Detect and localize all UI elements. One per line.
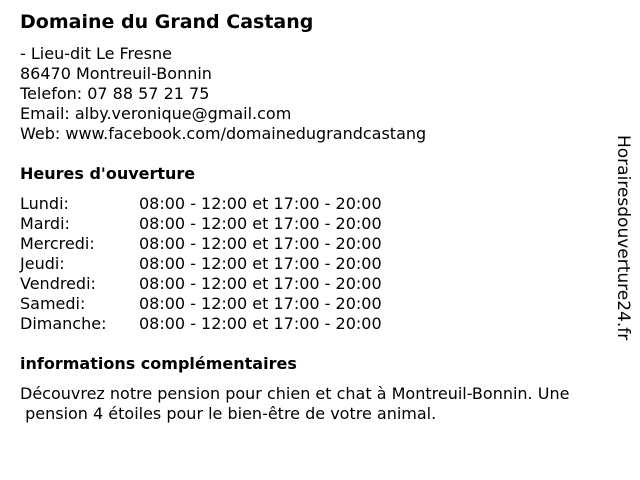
opening-hours-heading: Heures d'ouverture bbox=[20, 164, 196, 183]
day-label: Vendredi: bbox=[20, 274, 96, 293]
day-label: Lundi: bbox=[20, 194, 69, 213]
hours-row-wednesday bbox=[20, 234, 440, 254]
day-label: Samedi: bbox=[20, 294, 86, 313]
time-value: 08:00 - 12:00 et 17:00 - 20:00 bbox=[139, 214, 382, 233]
hours-row-tuesday bbox=[20, 214, 440, 234]
day-label: Mardi: bbox=[20, 214, 70, 233]
contact-block bbox=[20, 44, 426, 144]
info-line-1: Découvrez notre pension pour chien et chat à Montreuil-Bonnin. Une bbox=[20, 384, 570, 403]
time-value: 08:00 - 12:00 et 17:00 - 20:00 bbox=[139, 234, 382, 253]
site-watermark-label: Horairesdouverture24.fr bbox=[613, 135, 633, 341]
hours-row-saturday bbox=[20, 294, 440, 314]
hours-row-sunday bbox=[20, 314, 440, 334]
address-line-2: 86470 Montreuil-Bonnin bbox=[20, 64, 212, 83]
web-line: Web: www.facebook.com/domainedugrandcastang bbox=[20, 124, 427, 143]
phone-line: Telefon: 07 88 57 21 75 bbox=[20, 84, 210, 103]
address-line-1: - Lieu-dit Le Fresne bbox=[20, 44, 172, 63]
day-label: Jeudi: bbox=[20, 254, 65, 273]
time-value: 08:00 - 12:00 et 17:00 - 20:00 bbox=[139, 254, 382, 273]
day-label: Mercredi: bbox=[20, 234, 95, 253]
day-label: Dimanche: bbox=[20, 314, 107, 333]
time-value: 08:00 - 12:00 et 17:00 - 20:00 bbox=[139, 274, 382, 293]
info-line-2: pension 4 étoiles pour le bien-être de votre animal. bbox=[20, 404, 437, 423]
additional-info-heading: informations complémentaires bbox=[20, 354, 297, 373]
opening-hours-table bbox=[20, 194, 440, 334]
hours-row-monday bbox=[20, 194, 440, 214]
hours-row-friday bbox=[20, 274, 440, 294]
business-name: Domaine du Grand Castang bbox=[20, 11, 314, 33]
email-line: Email: alby.veronique@gmail.com bbox=[20, 104, 292, 123]
time-value: 08:00 - 12:00 et 17:00 - 20:00 bbox=[139, 314, 382, 333]
hours-row-thursday bbox=[20, 254, 440, 274]
additional-info-text bbox=[20, 384, 620, 424]
time-value: 08:00 - 12:00 et 17:00 - 20:00 bbox=[139, 294, 382, 313]
time-value: 08:00 - 12:00 et 17:00 - 20:00 bbox=[139, 194, 382, 213]
